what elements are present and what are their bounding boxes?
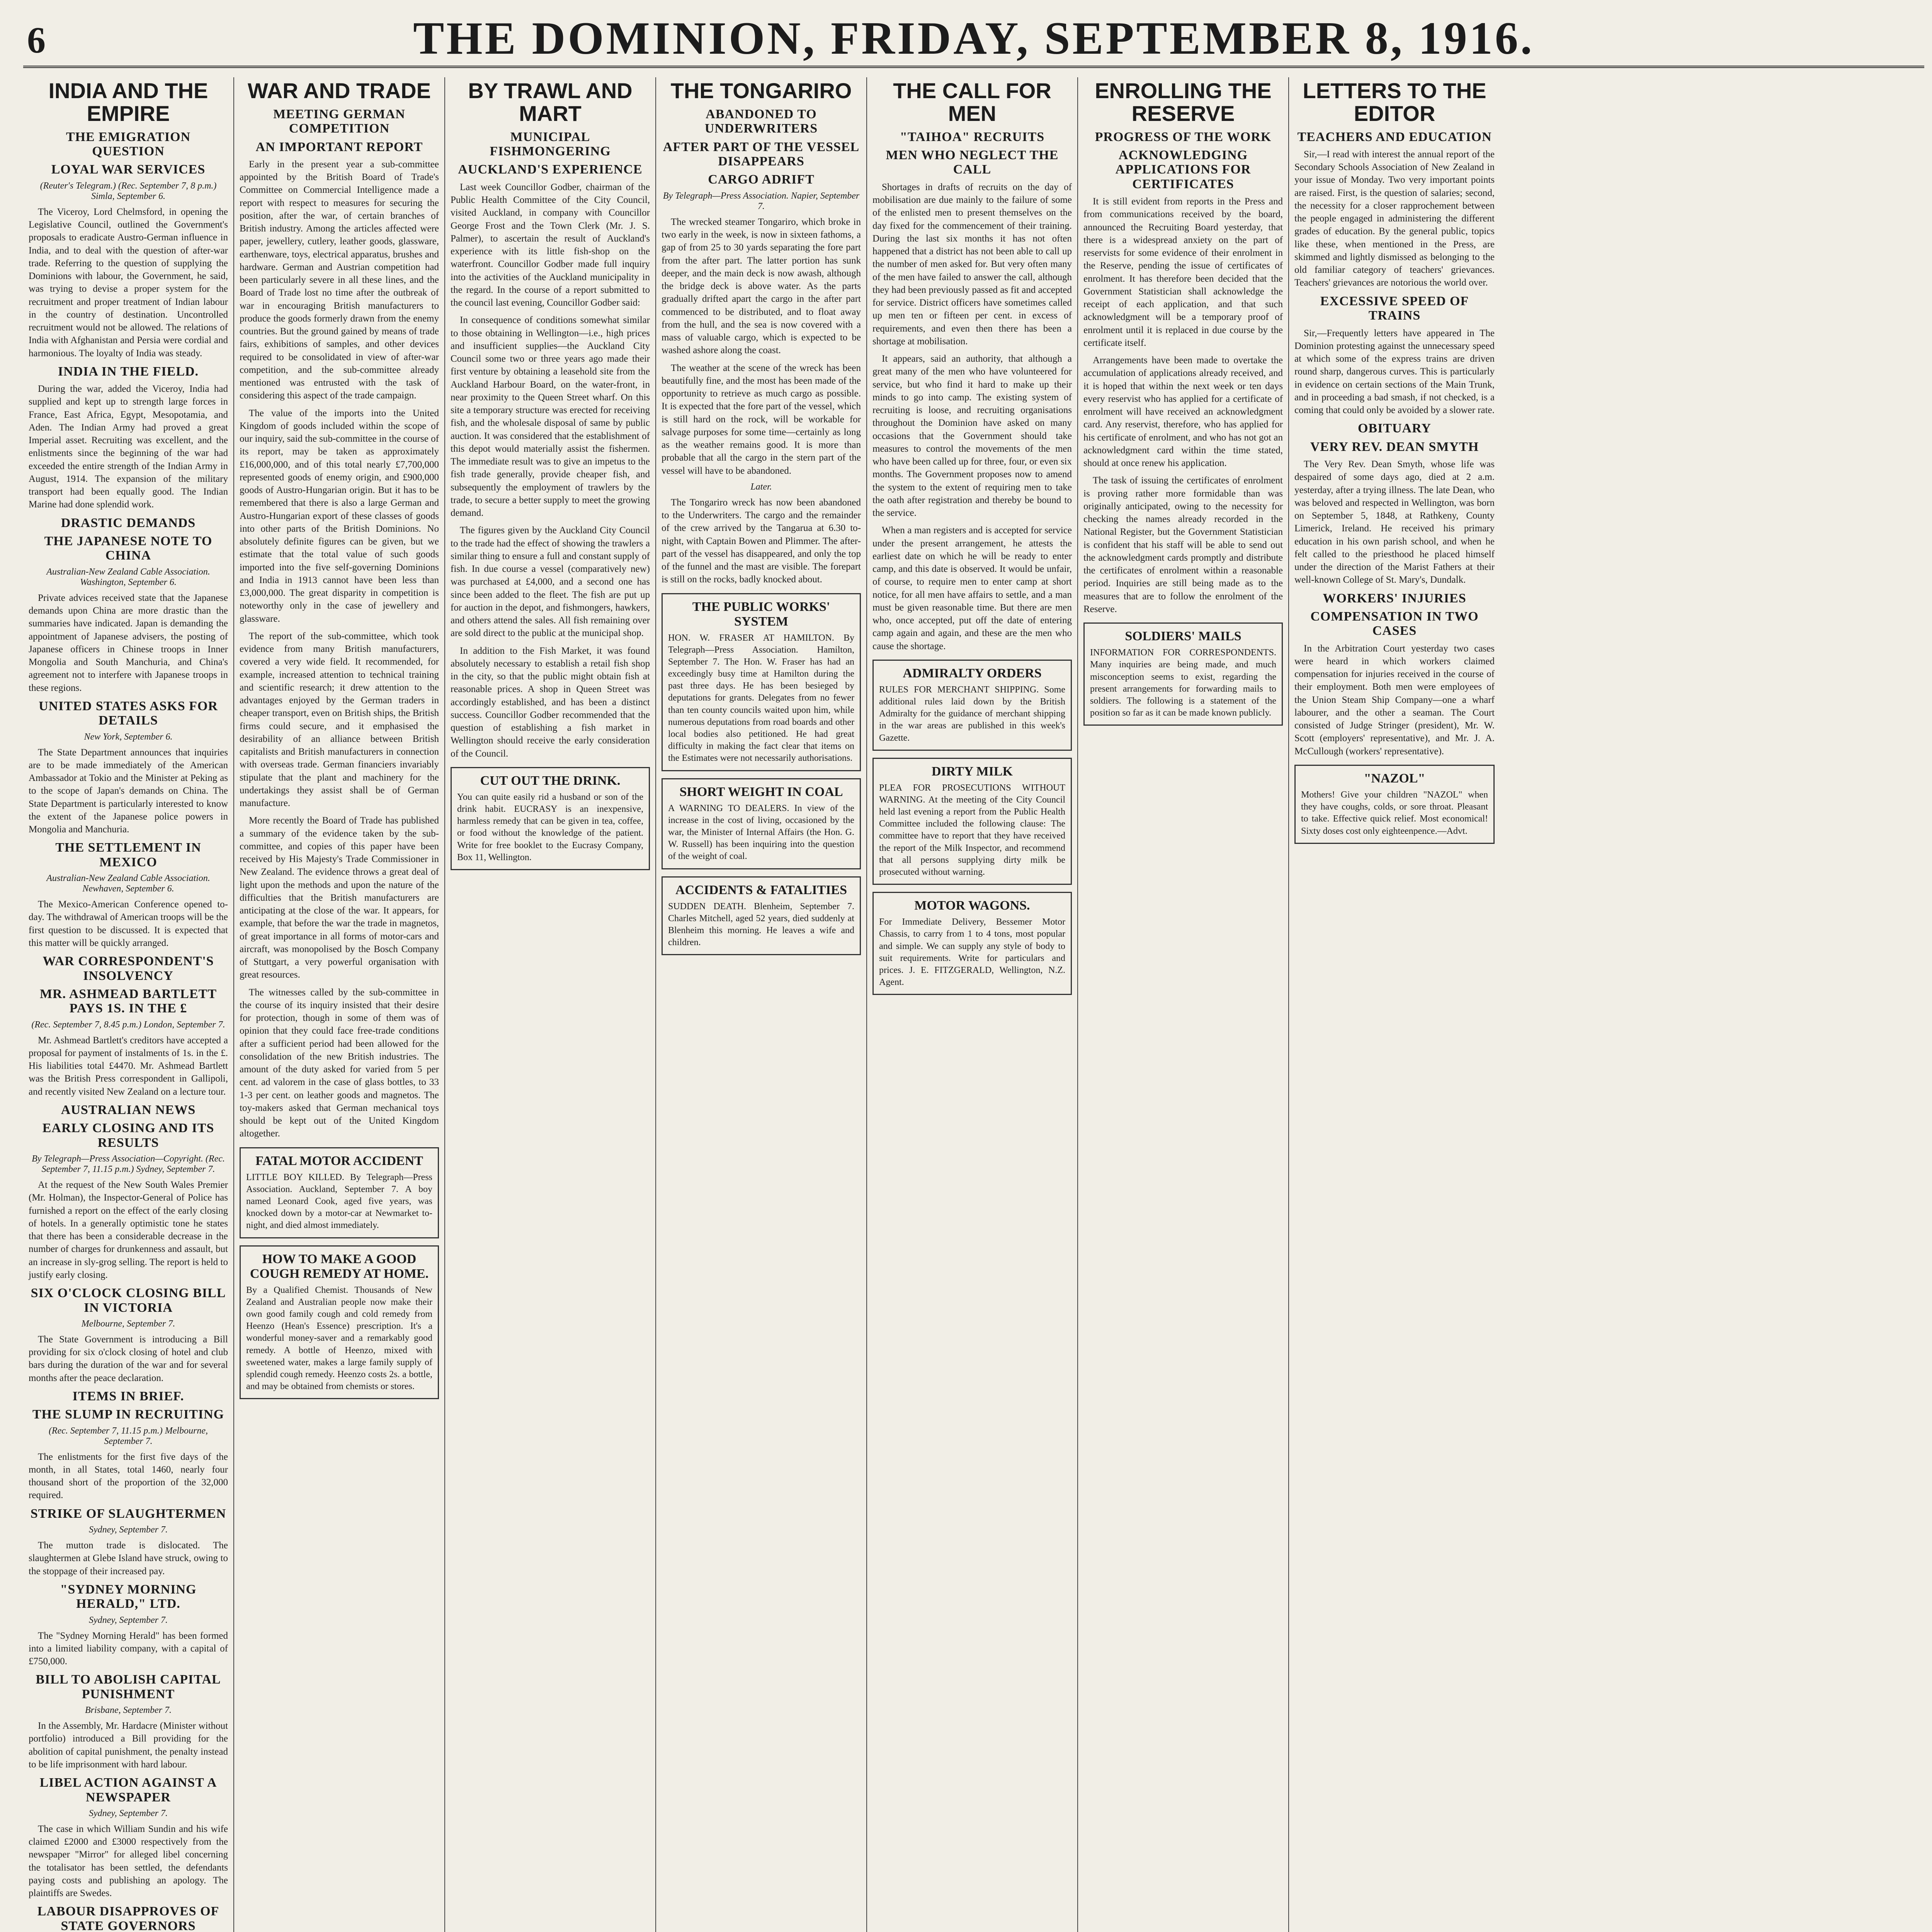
article-title: STRIKE OF SLAUGHTERMEN [30,1506,226,1521]
ad-body: HON. W. FRASER AT HAMILTON. By Telegraph—Press Association. Hamilton, September 7. The Hon. W. Fraser has had an exceedingly busy time at Hamilton during the past three days. He has been besieged by deputations for grants. Delegates from no fewer than ten county councils waited upon him, while numerous deputations from road boards and other local bodies also petitioned. He had great difficulty in making the fact clear that items on the Estimates were not necessarily authorisations. [668,633,854,764]
column-heading: BY TRAWL AND MART [468,78,633,126]
article-subtitle: LOYAL WAR SERVICES [51,162,206,177]
advertisement [662,593,861,771]
advertisement [662,876,861,956]
ad-title: SHORT WEIGHT IN COAL [679,784,843,799]
article-body: The Viceroy, Lord Chelmsford, in opening the Legislative Council, outlined the Government's proposals to eradicate Austro-German influence in India, and to deal with the question of after-war trade. Referring to the question of supplying the Dominions with labour, the Government, he said, was trying to devise a proper system for the recruitment and proper treatment of Indian labour in the country of destination. Uncontrolled recruitment would not be allowed. The relations of India with Afghanistan and Persia were cordial and harmonious. The loyalty of India was steady. [29,206,228,359]
article-title: LIBEL ACTION AGAINST A NEWSPAPER [39,1776,217,1804]
article-title: INDIA IN THE FIELD. [58,364,199,379]
article-body: Sir,—I read with interest the annual report of the Secondary Schools Association of New Zealand in your issue of Monday. Two very important points are raised. First, is the question of salaries; second, the necessity for a closer rapprochement between the people engaged in administering the different grades of education. By the general public, topics like these, when mentioned in the Press, are skimmed and lightly dismissed as belonging to the old familiar category of teachers' grievances. Teachers' grievances are notorious the world over. [1294,149,1495,288]
article-body: Private advices received state that the Japanese demands upon China are more drastic than the summaries have indicated. Japan is demanding the appointment of Japanese advisers, the posting of Japanese officers in Chinese troops in Inner Mongolia and South Manchuria, and China's agreement not to interfere with Japanese troops in these regions. [29,592,228,693]
article-title: BILL TO ABOLISH CAPITAL PUNISHMENT [36,1672,221,1701]
article-body: The "Sydney Morning Herald" has been formed into a limited liability company, with a capital of £750,000. [29,1630,228,1667]
article-title: CARGO ADRIFT [708,172,815,187]
newspaper-title: THE DOMINION, FRIDAY, SEPTEMBER 8, 1916. [413,12,1534,64]
article-subtitle: THE JAPANESE NOTE TO CHINA [44,534,213,563]
column [867,77,1078,1932]
article-body: The Mexico-American Conference opened to-day. The withdrawal of American troops will be the first question to be discussed. It is expected that this matter will be quickly arranged. [29,899,228,948]
article-dateline: Sydney, September 7. [89,1525,168,1535]
article-body: The Tongariro wreck has now been abandoned to the Underwriters. The cargo and the remainder of the crew arrived by the Tangarua at 6.30 to-night, with Captain Bowen and Plimmer. The after-part of the vessel has disappeared, and only the top of the funnel and the mast are visible. The forepart is still on the rocks, badly knocked about. [662,497,861,585]
article-title: TEACHERS AND EDUCATION [1297,129,1492,144]
advertisement [240,1245,439,1400]
ad-title: DIRTY MILK [931,764,1013,779]
article-subtitle: AN IMPORTANT REPORT [255,139,423,154]
article-dateline: Later. [750,481,772,492]
ad-title: "NAZOL" [1364,771,1425,786]
article-dateline: Australian-New Zealand Cable Association. Newhaven, September 6. [46,873,210,894]
article-title: SIX O'CLOCK CLOSING BILL IN VICTORIA [31,1286,226,1315]
article-subtitle: MEN WHO NEGLECT THE CALL [886,148,1059,177]
ad-body: SUDDEN DEATH. Blenheim, September 7. Charles Mitchell, aged 52 years, died suddenly at Blenheim this morning. He leaves a wife and children. [668,901,854,948]
advertisement [1294,765,1495,844]
ad-title: CUT OUT THE DRINK. [480,773,621,788]
ad-title: MOTOR WAGONS. [914,898,1030,913]
article-subtitle: VERY REV. DEAN SMYTH [1310,439,1479,454]
article-dateline: By Telegraph—Press Association—Copyright. (Rec. September 7, 11.15 p.m.) Sydney, September 7. [32,1154,225,1175]
article-body: The wrecked steamer Tongariro, which broke in two early in the week, is now in sixteen fathoms, a gap of from 25 to 30 yards separating the fore part from the after part. The latter portion has sunk deeper, and the main deck is now awash, although the bridge deck is above water. As the parts gradually drifted apart the cargo in the after part commenced to be distributed, and to float away from the hull, and the sea is now covered with a mass of valuable cargo, which is expected to be washed ashore along the coast. [662,216,861,356]
article-body: The figures given by the Auckland City Council to the trade had the effect of showing the trawlers a similar thing to ensure a full and constant supply of fish. In due course a vessel (comparatively new) was purchased at £4,000, and a second one has since been added to the fleet. The fish are put up for auction in the depot, and fishmongers, hawkers, and others attend the sales. All fish remaining over are sold direct to the public at the municipal shop. [451,525,650,639]
ad-body: By a Qualified Chemist. Thousands of New Zealand and Australian people now make their own good family cough and cold remedy from Heenzo (Hean's Essence) prescription. It's a wonderful money-saver and a remarkably good remedy. A bottle of Heenzo, mixed with sweetened water, makes a large family supply of splendid cough remedy. Heenzo costs 2s. a bottle, and may be obtained from chemists or stores. [246,1285,432,1392]
article-title: AUSTRALIAN NEWS [61,1102,196,1117]
article-body: Sir,—Frequently letters have appeared in The Dominion protesting against the unnecessary speed at which some of the express trains are driven round sharp, dangerous curves. This is particularly in evidence on certain sections of the Main Trunk, and in proceeding a bad smash, if not checked, is a coming that could only be avoided by a slower rate. [1294,328,1495,416]
article-dateline: Sydney, September 7. [89,1615,168,1625]
article-dateline: (Reuter's Telegram.) (Rec. September 7, 8 p.m.) Simla, September 6. [40,180,217,201]
ad-title: ADMIRALTY ORDERS [903,666,1042,680]
column-heading: ENROLLING THE RESERVE [1095,78,1272,126]
article-title: UNITED STATES ASKS FOR DETAILS [39,699,218,728]
article-body: The value of the imports into the United Kingdom of goods included within the scope of our inquiry, said the sub-committee in the course of its report, may be taken as approximately £16,000,000, and of this total nearly £7,700,000 represented goods of enemy origin, and £900,000 goods of Austro-Hungarian origin. But it has to be remembered that there is also a large German and Austro-Hungarian export of these classes of goods into other parts of the British Dominions. No absolutely definite figures can be given, but we estimate that the total value of such goods imported into the five self-governing Dominions and India in 1913 cannot have been less than £3,000,000. The great disparity in competition is noteworthy only in the case of jewellery and glassware. [240,408,439,624]
article-body: In consequence of conditions somewhat similar to those obtaining in Wellington—i.e., high prices and insufficient supplies—the Auckland City Council some two or three years ago made their first venture by obtaining a leasehold site from the Auckland Harbour Board, on the water-front, in near proximity to the Queen Street wharf. On this site a temporary structure was erected for receiving fish, and the wholesale disposal of same by public auction. It was considered that the establishment of this depot would materially assist the fishermen. The immediate result was to give an impetus to the fish trade generally, provide cheaper fish, and subsequently the employment of trawlers by the trade, to secure a better supply to meet the growing demand. [451,315,650,519]
article-subtitle: AUCKLAND'S EXPERIENCE [458,162,643,177]
article-title: PROGRESS OF THE WORK [1095,129,1272,144]
advertisement [872,660,1072,751]
columns [23,77,1924,1932]
article-body: The report of the sub-committee, which took evidence from many British manufacturers, covered a very wide field. It recommended, for example, increased attention to technical training and scientific research; it drew attention to the advantages enjoyed by the German traders in cheaper transport, even on British ships, the British firms could secure, and it emphasised the desirability of an alliance between British capitalists and British manufacturers in connection with overseas trade. German financiers invariably stipulate that the plant and machinery for the undertakings they assist shall be of German manufacture. [240,631,439,809]
column [234,77,445,1932]
ad-title: FATAL MOTOR ACCIDENT [255,1153,423,1168]
article-body: The case in which William Sundin and his wife claimed £2000 and £3000 respectively from the newspaper "Mirror" for alleged libel concerning the totalisator has been settled, the defendants paying costs and publishing an apology. The plaintiffs are Swedes. [29,1823,228,1899]
article-body: In the Assembly, Mr. Hardacre (Minister without portfolio) introduced a Bill providing for the abolition of capital punishment, the penalty instead to be life imprisonment with hard labour. [29,1721,228,1770]
article-body: In addition to the Fish Market, it was found absolutely necessary to establish a retail fish shop in the city, so that the public might obtain fish at reasonable prices. A shop in Queen Street was accordingly established, and has been a distinct success. Councillor Godber recommended that the question of establishing a fish market in Wellington should receive the early consideration of the Council. [451,645,650,759]
column [23,77,234,1932]
article-body: It appears, said an authority, that although a great many of the men who have volunteered for service, but who find it hard to make up their minds to go into camp. The existing system of recruiting is loose, and recruiting organisations throughout the Dominion have asked on many occasions that the Government should take measures to control the movements of the men who have been called up for three, four, or even six months. The Government proposes now to amend the system to the extent of requiring men to take the oath after registration and thereby be bound to the service. [872,354,1072,519]
article-body: It is still evident from reports in the Press and from communications received by the board, announced the Recruiting Board yesterday, that there is a widespread anxiety on the part of reservists for some evidence of their enrolment in the Reserve, pending the issue of certificates of enrolment. It has therefore been decided that the Government Statistician shall acknowledge the receipt of each application, and that such acknowledgment will be a temporary proof of enrolment until it is replaced in due course by the certificate itself. [1083,196,1283,348]
column-heading: WAR AND TRADE [248,78,431,103]
column-heading: THE CALL FOR MEN [893,78,1051,126]
article-dateline: (Rec. September 7, 11.15 p.m.) Melbourne, September 7. [48,1425,208,1446]
article-title: DRASTIC DEMANDS [61,515,196,530]
article-body: The State Government is introducing a Bill providing for six o'clock closing of hotel and club bars during the duration of the war and for several months after the peace declaration. [29,1334,228,1383]
column-heading: INDIA AND THE EMPIRE [48,78,208,126]
ad-title: ACCIDENTS & FATALITIES [675,883,847,897]
article-body: Mr. Ashmead Bartlett's creditors have accepted a proposal for payment of instalments of 1s. in the £. His liabilities total £4470. Mr. Ashmead Bartlett was the British Press correspondent in Gallipoli, and recently visited New Zealand on a lecture tour. [29,1035,228,1097]
column [445,77,656,1932]
article-title: MUNICIPAL FISHMONGERING [490,129,611,158]
ad-title: HOW TO MAKE A GOOD COUGH REMEDY AT HOME. [250,1252,429,1281]
article-dateline: By Telegraph—Press Association. Napier, September 7. [663,190,860,211]
article-dateline: (Rec. September 7, 8.45 p.m.) London, September 7. [31,1019,225,1030]
advertisement [662,778,861,869]
article-body: The State Department announces that inquiries are to be made immediately of the American Ambassador at Tokio and the Minister at Peking as to the scope of Japan's demands on China. The State Department is particularly interested to know the extent of the Japanese police powers in Mongolia and Manchuria. [29,747,228,835]
article-title: "SYDNEY MORNING HERALD," LTD. [60,1582,197,1611]
article-title: WAR CORRESPONDENT'S INSOLVENCY [43,954,214,983]
ad-body: PLEA FOR PROSECUTIONS WITHOUT WARNING. At the meeting of the City Council held last evening a report from the Public Health Committee included the following clause: The committee have to report that they have received the report of the Milk Inspector, and recommend that all persons supplying dirty milk be prosecuted without warning. [879,782,1065,878]
article-title: WORKERS' INJURIES [1323,591,1466,605]
article-body: The witnesses called by the sub-committee in the course of its inquiry insisted that their desire for protection, though in some of them was of opinion that they could face free-trade conditions after a sufficient period had been allowed for the consolidation of the new British industries. The amount of the duty asked for varied from 5 per cent. ad valorem in the case of glass bottles, to 33 1-3 per cent. on leather goods and magnetos. The toy-makers asked that German mechanical toys should be kept out of the United Kingdom altogether. [240,987,439,1139]
article-title: LABOUR DISAPPROVES OF STATE GOVERNORS [37,1904,219,1932]
article-title: EXCESSIVE SPEED OF TRAINS [1320,294,1469,323]
article-body: The task of issuing the certificates of enrolment is proving rather more formidable than was originally anticipated, owing to the necessity for checking the names already recorded in the National Register, but the Government Statistician is confident that his staff will be able to send out the acknowledgment cards promptly and distribute the certificates of enrolment within a reasonable period. Inquiries are still being made as to the measures that are to follow the enrolment of the Reserve. [1083,475,1283,614]
article-body: Early in the present year a sub-committee appointed by the British Board of Trade's Committee on Commercial Intelligence made a report with respect to measures for securing the position, after the war, of certain branches of British industry. Among the articles affected were paper, jewellery, cutlery, leather goods, glassware, earthenware, toys, electrical apparatus, brushes and hardware. German and Austrian competition had been particularly severe in all these lines, and the Board of Trade lost no time after the outbreak of war in encouraging British manufacturers to produce the goods formerly drawn from the enemy countries. But the ground gained by means of trade fairs, exhibitions of samples, and other devices required to be consolidated in view of after-war competition, and the sub-committee already mentioned was entrusted with the task of considering this aspect of the trade campaign. [240,159,439,401]
advertisement [1083,622,1283,726]
article-body: Shortages in drafts of recruits on the day of mobilisation are due mainly to the failure of some of the enlisted men to present themselves on the day fixed for the commencement of their training. During the last six months it has not often happened that a district has not been able to call up the number of men asked for. But very often many of the men have failed to answer the call, although they had been previously passed as fit and accepted for service. District officers have sometimes called up men ten or fifteen per cent. in excess of requirements, and even then there has been a shortage at mobilisation. [872,182,1072,347]
ad-title: SOLDIERS' MAILS [1125,629,1242,644]
article-body: When a man registers and is accepted for service under the present arrangement, he attests the earliest date on which he will be ready to enter camp, and this date is observed. It would be unfair, of course, to require men to enter camp at short notice, for all men have affairs to settle, and a man must be given reasonable time. But there are men who, once accepted, put off the date of entering camp again and again, and these are the men who cause the shortage. [872,525,1072,651]
column [1289,77,1500,1932]
ad-body: You can quite easily rid a husband or son of the drink habit. EUCRASY is an inexpensive, harmless remedy that can be given in tea, coffee, or food without the knowledge of the patient. Write for free booklet to the Eucrasy Company, Box 11, Wellington. [457,792,643,862]
article-subtitle: ACKNOWLEDGING APPLICATIONS FOR CERTIFICATES [1115,148,1251,191]
article-dateline: Sydney, September 7. [89,1808,168,1818]
article-title: THE EMIGRATION QUESTION [66,129,191,158]
article-body: The Very Rev. Dean Smyth, whose life was despaired of some days ago, died at 2 a.m. yesterday, after a trying illness. The late Dean, who was beloved and respected in Wellington, was born on September 5, 1848, at Rathkeny, County Limerick, Ireland. He received his primary education in his own parish school, and when he felt called to the priesthood he placed himself under the direction of the Marist Fathers at their well-known College of St. Mary's, Dundalk. [1294,459,1495,585]
article-title: "TAIHOA" RECRUITS [900,129,1045,144]
article-dateline: Australian-New Zealand Cable Association. Washington, September 6. [46,566,210,587]
ad-body: Mothers! Give your children "NAZOL" when they have coughs, colds, or sore throat. Pleasant to take. Effective quick relief. Most economical! Sixty doses cost only eighteenpence.—Advt. [1301,789,1488,836]
advertisement [451,767,650,870]
ad-body: A WARNING TO DEALERS. In view of the increase in the cost of living, occasioned by the war, the Minister of Internal Affairs (the Hon. G. W. Russell) has been inquiring into the question of the weight of coal. [668,803,854,862]
ad-body: LITTLE BOY KILLED. By Telegraph—Press Association. Auckland, September 7. A boy named Leonard Cook, aged five years, was knocked down by a motor-car at Newmarket to-night, and died almost immediately. [246,1172,432,1231]
article-body: In the Arbitration Court yesterday two cases were heard in which workers claimed compensation for injuries received in the course of their employment. Both men were employees of the Union Steam Ship Company—one a wharf labourer, and the other a seaman. The Court consisted of Judge Stringer (president), Mr. W. Scott (employers' representative), and Mr. J. A. McCullough (workers' representative). [1294,643,1495,757]
ad-body: INFORMATION FOR CORRESPONDENTS. Many inquiries are being made, and much misconception seems to exist, regarding the present arrangements for forwarding mails to soldiers. The following is a statement of the position so far as it can be made known publicly. [1090,648,1276,718]
article-body: The mutton trade is dislocated. The slaughtermen at Glebe Island have struck, owing to the stoppage of their increased pay. [29,1540,228,1577]
article-dateline: Brisbane, September 7. [85,1705,172,1716]
column [656,77,867,1932]
article-title: OBITUARY [1357,421,1432,436]
article-body: More recently the Board of Trade has published a summary of the evidence taken by the sub-committee, and copies of this paper have been received by His Majesty's Trade Commissioner in New Zealand. The evidence throws a great deal of light upon the methods and upon the nature of the difficulties that the British manufacturers are anticipating at the close of the war. It appears, for example, that before the war the trade in magnetos, of great importance in all forms of motor-cars and aircraft, was monopolised by the Bosch Company of Stuttgart, a very powerful organisation with great resources. [240,815,439,980]
article-subtitle: EARLY CLOSING AND ITS RESULTS [42,1121,214,1150]
advertisement [872,892,1072,995]
article-body: The weather at the scene of the wreck has been beautifully fine, and the most has been made of the opportunity to retrieve as much cargo as possible. It is expected that the fore part of the vessel, which is still hard on the rock, will be workable for salvage purposes for some time—certainly as long as the weather remains good. It is more than probable that all the cargo in the stern part of the vessel will have to be abandoned. [662,362,861,476]
article-body: At the request of the New South Wales Premier (Mr. Holman), the Inspector-General of Police has furnished a report on the effect of the early closing of hotels. In a generally optimistic tone he states that there has been a considerable decrease in the number of charges for drunkenness and assault, but an increase in sly-grog selling. The report is held to justify early closing. [29,1180,228,1280]
article-dateline: New York, September 6. [84,731,173,742]
article-body: The enlistments for the first five days of the month, in all States, total 1460, nearly four thousand short of the proportion of the 32,000 required. [29,1451,228,1501]
advertisement [240,1147,439,1238]
column-heading: THE TONGARIRO [670,78,852,103]
article-subtitle: MR. ASHMEAD BARTLETT PAYS 1S. IN THE £ [39,986,217,1016]
ad-title: THE PUBLIC WORKS' SYSTEM [692,599,830,629]
ad-body: RULES FOR MERCHANT SHIPPING. Some additional rules laid down by the British Admiralty for the guidance of merchant shipping in the war areas are published in this week's Gazette. [879,684,1065,743]
article-body: During the war, added the Viceroy, India had supplied and kept up to strength large forces in France, East Africa, Egypt, Mesopotamia, and Aden. The Indian Army had proved a great Imperial asset. Recruiting was excellent, and the enlistments since the beginning of the war had exceeded the entire strength of the Indian Army in August, 1914. The expansion of the military transport had been equally good. The Indian Marine had done splendid work. [29,384,228,510]
masthead [23,8,1924,68]
ad-body: For Immediate Delivery, Bessemer Motor Chassis, to carry from 1 to 4 tons, most popular and simple. We can supply any style of body to suit requirements. Write for particulars and prices. J. E. FITZGERALD, Wellington, N.Z. Agent. [879,917,1065,988]
article-title: ITEMS IN BRIEF. [72,1389,184,1403]
column [1078,77,1289,1932]
article-title: MEETING GERMAN COMPETITION [273,107,405,136]
article-body: Last week Councillor Godber, chairman of the Public Health Committee of the City Council, visited Auckland, in company with Councillor George Frost and the Town Clerk (Mr. J. S. Palmer), to ascertain the result of Auckland's experience with its little fish-shop on the waterfront. Councillor Godber made full inquiry into the activities of the Auckland municipality in the regard. In the course of a report submitted to the council last evening, Councillor Godber said: [451,182,650,308]
article-dateline: Melbourne, September 7. [81,1318,175,1329]
article-subtitle: THE SLUMP IN RECRUITING [32,1407,224,1422]
article-title: ABANDONED TO UNDERWRITERS [704,107,818,136]
column-heading: LETTERS TO THE EDITOR [1303,78,1486,126]
advertisement [872,758,1072,885]
article-subtitle: AFTER PART OF THE VESSEL DISAPPEARS [663,139,860,168]
article-subtitle: COMPENSATION IN TWO CASES [1310,609,1479,638]
page-number: 6 [27,19,46,61]
article-body: Arrangements have been made to overtake the accumulation of applications already received, and it is hoped that within the next week or ten days every reservist who has applied for a certificate of enrolment will have received an acknowledgment card. Any reservist, therefore, who has applied for his certificate of enrolment, and who has not got an acknowledgment card within the time stated, should at once renew his application. [1083,355,1283,469]
article-title: THE SETTLEMENT IN MEXICO [55,840,201,869]
